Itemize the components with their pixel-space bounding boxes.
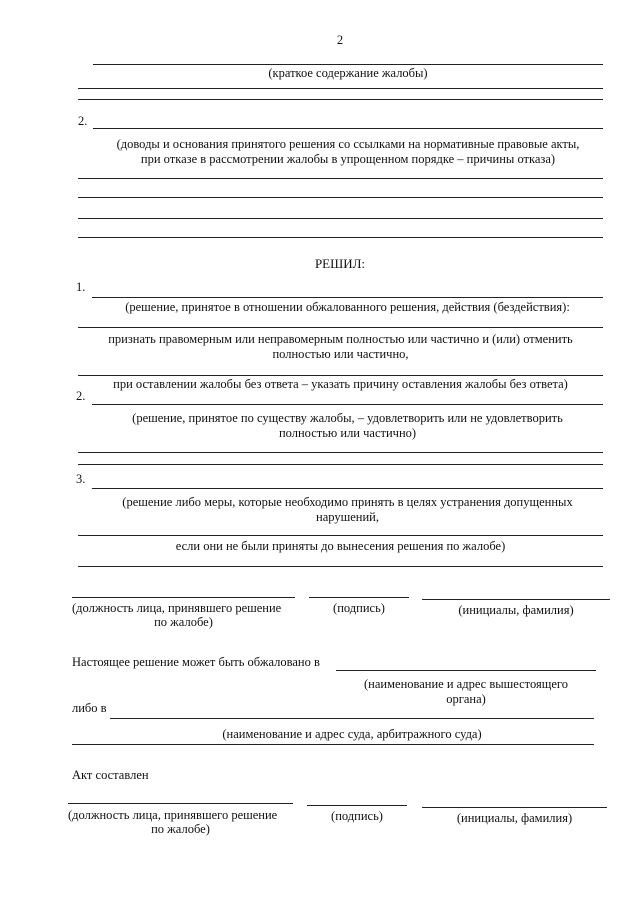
reasons-label-line1: (доводы и основания принятого решения со ссылками на нормативные правовые акты, (116, 137, 580, 151)
rule-line (72, 744, 594, 745)
rule-line (93, 64, 603, 65)
decision-2-line2: полностью или частично) (278, 426, 417, 440)
decision-1-line2: признать правомерным или неправомерным полностью или частично и (или) отменить (108, 332, 573, 346)
sig2-signature-label: (подпись) (331, 809, 383, 823)
rule-line (78, 88, 603, 89)
decision-1-line4: при оставлении жалобы без ответа – указать причину оставления жалобы без ответа) (113, 377, 568, 391)
appeal-text: Настоящее решение может быть обжаловано в (72, 655, 320, 669)
sig2-position-line2: по жалобе) (151, 822, 210, 836)
sig1-position-line2: по жалобе) (154, 615, 213, 629)
decision-1-line1: (решение, принятое в отношении обжалованного решения, действия (бездействия): (125, 300, 570, 314)
sig1-signature-label: (подпись) (333, 601, 385, 615)
rule-line (78, 452, 603, 453)
brief-content-label: (краткое содержание жалобы) (268, 66, 428, 80)
name-line (422, 599, 610, 600)
rule-line (78, 218, 603, 219)
sig1-position-line1: (должность лица, принявшего решение (72, 601, 282, 615)
rule-line (92, 297, 603, 298)
sig1-name-label: (инициалы, фамилия) (458, 603, 574, 617)
decision-3-line3: если они не были приняты до вынесения решения по жалобе) (175, 539, 506, 553)
decision-3-line1: (решение либо меры, которые необходимо принять в целях устранения допущенных (122, 495, 573, 509)
rule-line (78, 237, 603, 238)
decision-2-line1: (решение, принятое по существу жалобы, – удовлетворить или не удовлетворить (132, 411, 563, 425)
appeal-label-line2: органа) (446, 692, 486, 706)
signature-line (309, 597, 409, 598)
rule-line (92, 404, 603, 405)
item-2-number: 2. (78, 114, 88, 128)
rule-line (93, 128, 603, 129)
position-line (72, 597, 295, 598)
position-line (68, 803, 293, 804)
decision-3-line2: нарушений, (316, 510, 379, 524)
rule-line (92, 488, 603, 489)
decision-2-number: 2. (76, 389, 86, 403)
sig2-position-line1: (должность лица, принявшего решение (68, 808, 278, 822)
appeal-label-line1: (наименование и адрес вышестоящего (364, 677, 568, 691)
rule-line (78, 99, 603, 100)
rule-line (78, 178, 603, 179)
rule-line (78, 464, 603, 465)
decision-1-number: 1. (76, 280, 86, 294)
decision-3-number: 3. (76, 472, 86, 486)
decided-heading: РЕШИЛ: (314, 256, 366, 271)
rule-line (78, 535, 603, 536)
or-text: либо в (72, 701, 107, 715)
name-line (422, 807, 607, 808)
act-text: Акт составлен (72, 768, 149, 782)
sig2-name-label: (инициалы, фамилия) (456, 811, 573, 825)
rule-line (336, 670, 596, 671)
rule-line (78, 197, 603, 198)
rule-line (110, 718, 594, 719)
rule-line (78, 327, 603, 328)
rule-line (78, 566, 603, 567)
reasons-label-line2: при отказе в рассмотрении жалобы в упрощенном порядке – причины отказа) (140, 152, 556, 166)
decision-1-line3: полностью или частично, (272, 347, 409, 361)
page-number: 2 (336, 33, 344, 47)
court-label: (наименование и адрес суда, арбитражного суда) (222, 727, 482, 741)
signature-line (307, 805, 407, 806)
rule-line (78, 375, 603, 376)
